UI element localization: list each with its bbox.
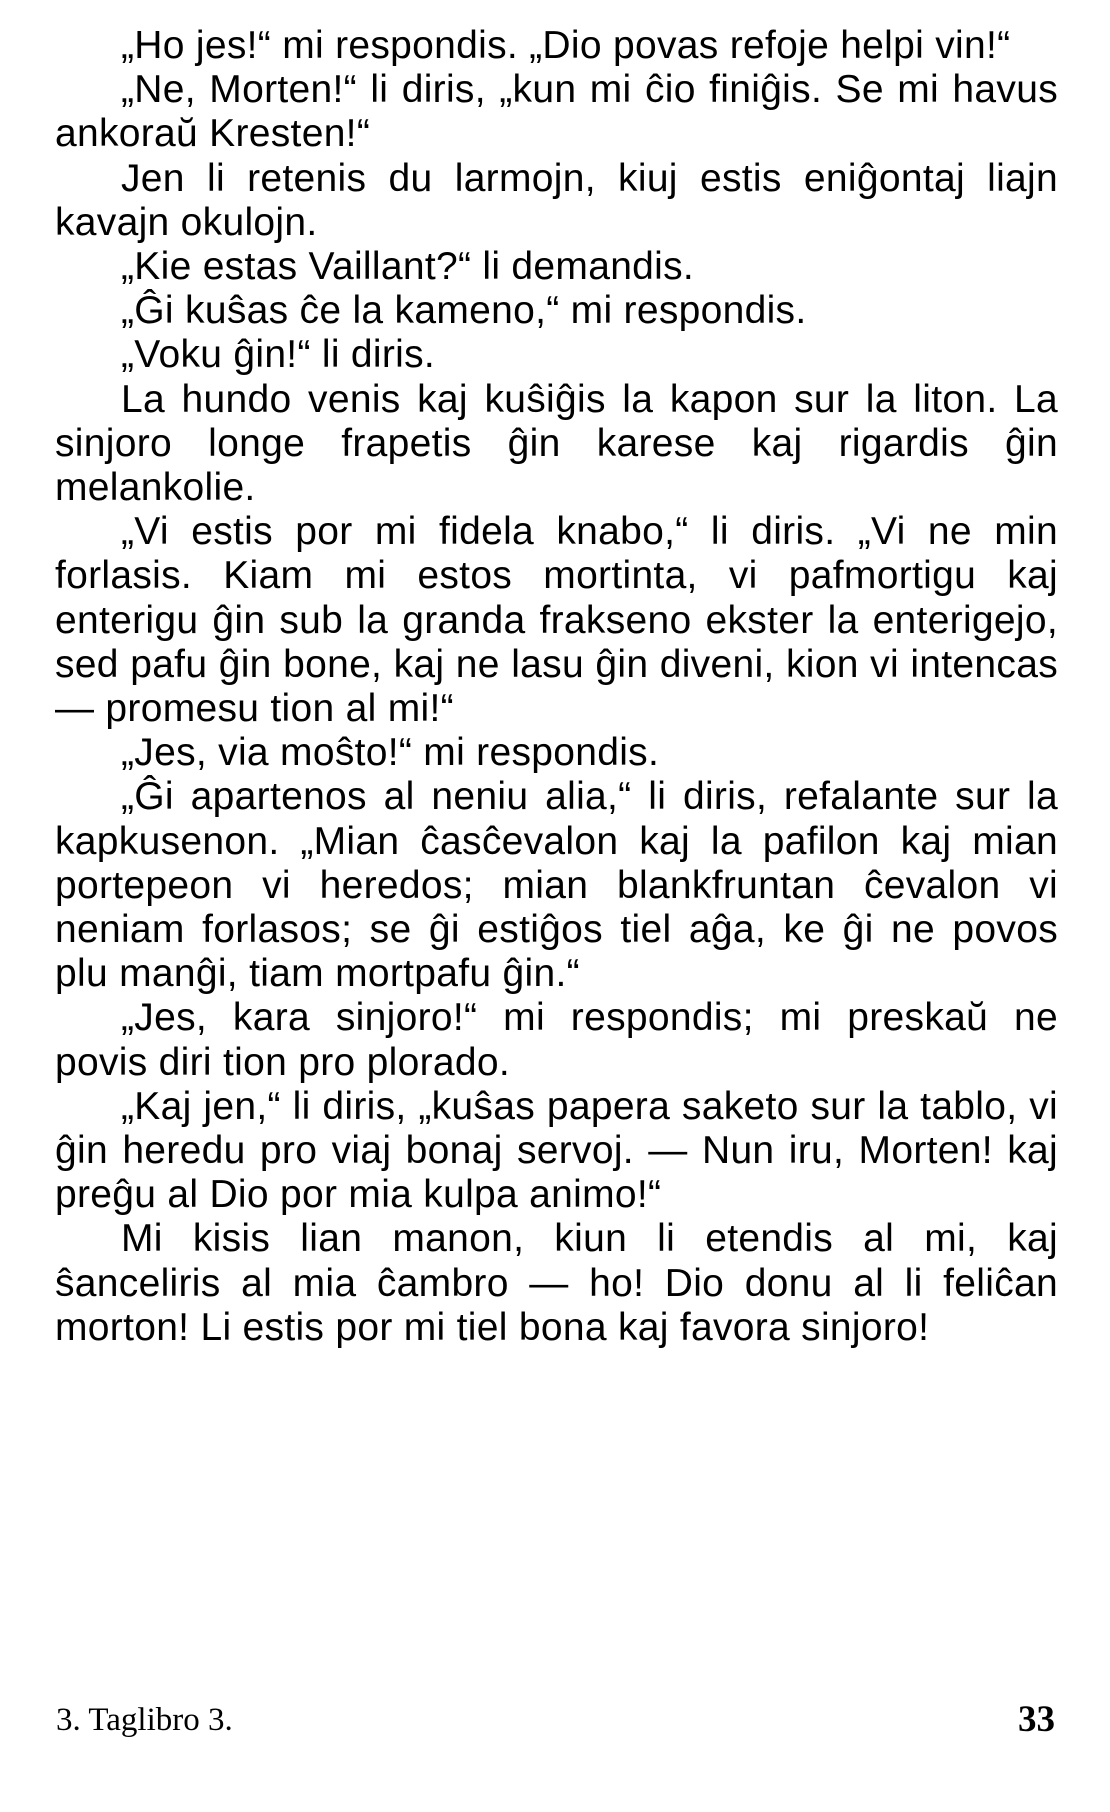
paragraph: „Vi estis por mi fidela knabo,“ li diris. „Vi ne min forlasis. Kiam mi estos mortinta, vi pafmortigu kaj enterigu ĝin sub la granda frakseno ekster la enterigejo, sed pafu ĝin bone, kaj ne lasu ĝin diveni, kion vi intencas — promesu tion al mi!“ (55, 510, 1058, 731)
paragraph: Mi kisis lian manon, kiun li etendis al mi, kaj ŝanceliris al mia ĉambro — ho! Dio donu al li feliĉan morton! Li estis por mi tiel bona kaj favora sinjoro! (55, 1217, 1058, 1349)
paragraph: Jen li retenis du larmojn, kiuj estis eniĝontaj liajn kavajn okulojn. (55, 156, 1058, 244)
page-footer (0, 1700, 1110, 1760)
paragraph: „Ne, Morten!“ li diris, „kun mi ĉio finiĝis. Se mi havus ankoraŭ Kresten!“ (55, 68, 1058, 156)
paragraph: „Ĝi apartenos al neniu alia,“ li diris, refalante sur la kapkusenon. „Mian ĉasĉevalon kaj la pafilon kaj mian portepeon vi heredos; mian blankfruntan ĉevalon vi neniam forlasos; se ĝi estiĝos tiel aĝa, ke ĝi ne povos plu manĝi, tiam mortpafu ĝin.“ (55, 775, 1058, 996)
paragraph: La hundo venis kaj kuŝiĝis la kapon sur la liton. La sinjoro longe frapetis ĝin karese kaj rigardis ĝin melankolie. (55, 377, 1058, 510)
paragraph: „Jes, kara sinjoro!“ mi respondis; mi preskaŭ ne povis diri tion pro plorado. (55, 996, 1058, 1084)
body-text (55, 24, 1058, 1350)
page-number: 33 (1018, 1699, 1055, 1740)
paragraph: „Jes, via moŝto!“ mi respondis. (121, 731, 660, 775)
paragraph: „Kaj jen,“ li diris, „kuŝas papera saketo sur la tablo, vi ĝin heredu pro viaj bonaj servoj. — Nun iru, Morten! kaj preĝu al Dio por mia kulpa animo!“ (55, 1084, 1058, 1217)
paragraph: „Ĝi kuŝas ĉe la kameno,“ mi respondis. (121, 289, 807, 333)
paragraph: „Voku ĝin!“ li diris. (121, 333, 436, 377)
signature-mark: 3. Taglibro 3. (56, 1702, 233, 1738)
paragraph: „Kie estas Vaillant?“ li demandis. (121, 245, 695, 289)
paragraph: „Ho jes!“ mi respondis. „Dio povas refoje helpi vin!“ (121, 24, 1011, 67)
